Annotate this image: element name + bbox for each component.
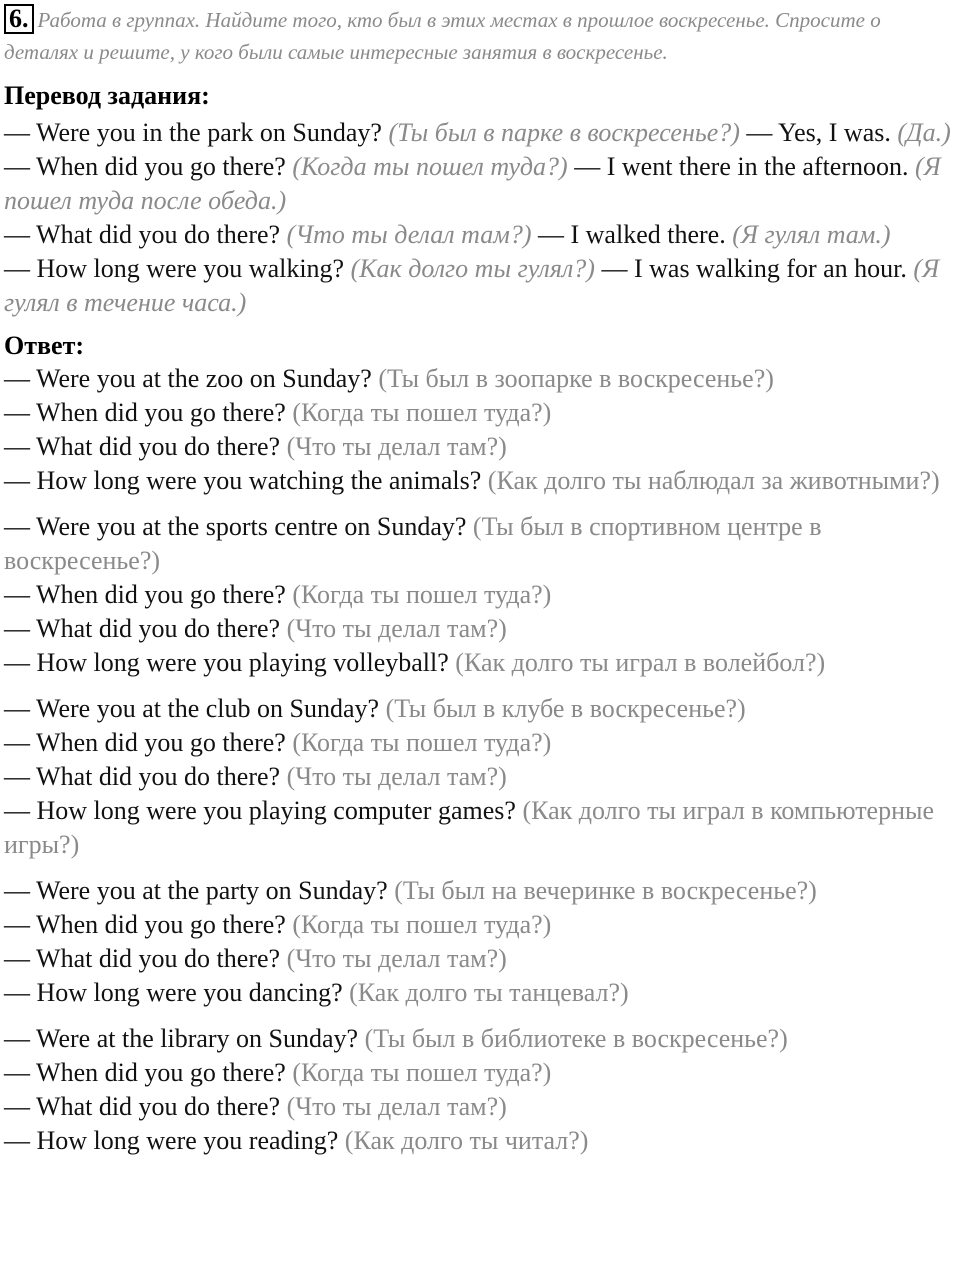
task-number: 6. [4, 4, 34, 34]
task-instruction [4, 4, 958, 68]
translation-dialogue [4, 116, 958, 320]
answer-heading: Ответ: [4, 331, 85, 360]
english-text: — How long were you watching the animals? [4, 466, 488, 495]
dialogue-line [4, 976, 958, 1010]
russian-text: (Как долго ты гулял?) [350, 254, 595, 283]
russian-text: (Когда ты пошел туда?) [292, 580, 552, 609]
english-text: — When did you go there? [4, 580, 293, 609]
russian-text: (Ты был на вечеринке в воскресенье?) [394, 876, 817, 905]
russian-text: (Когда ты пошел туда?) [292, 152, 568, 181]
english-text: — Were you in the park on Sunday? [4, 118, 389, 147]
dialogue-group [4, 362, 958, 498]
russian-text: (Ты был в библиотеке в воскресенье?) [364, 1024, 788, 1053]
dialogue-line [4, 612, 958, 646]
english-text: — When did you go there? [4, 728, 293, 757]
dialogue-line [4, 578, 958, 612]
russian-text: (Что ты делал там?) [286, 432, 507, 461]
dialogue-line [4, 430, 958, 464]
english-text: — Were you at the zoo on Sunday? [4, 364, 379, 393]
translation-line [4, 116, 958, 150]
russian-text: (Ты был в спортивном центре в воскресенье?) [4, 512, 822, 575]
dialogue-line [4, 794, 958, 862]
task-text: Работа в группах. Найдите того, кто был в этих местах в прошлое воскресенье. Спросите о деталях и решите, у кого были самые интересные занятия в воскресенье. [4, 8, 881, 64]
english-text: — When did you go there? [4, 152, 293, 181]
dialogue-line [4, 760, 958, 794]
english-text: — I went there in the afternoon. [567, 152, 915, 181]
translation-line [4, 150, 958, 218]
dialogue-line [4, 362, 958, 396]
dialogue-line [4, 692, 958, 726]
dialogue-line [4, 464, 958, 498]
dialogue-line [4, 1090, 958, 1124]
translation-heading: Перевод задания: [4, 81, 210, 110]
english-text: — What did you do there? [4, 944, 287, 973]
english-text: — When did you go there? [4, 1058, 293, 1087]
russian-text: (Когда ты пошел туда?) [292, 910, 552, 939]
dialogue-group [4, 692, 958, 862]
russian-text: (Я гулял там.) [732, 220, 891, 249]
english-text: — Were at the library on Sunday? [4, 1024, 365, 1053]
english-text: — I was walking for an hour. [594, 254, 914, 283]
russian-text: (Как долго ты играл в компьютерные игры?) [4, 796, 935, 859]
dialogue-line [4, 510, 958, 578]
english-text: — What did you do there? [4, 1092, 287, 1121]
english-text: — How long were you walking? [4, 254, 351, 283]
russian-text: (Как долго ты играл в волейбол?) [455, 648, 826, 677]
answer-groups [4, 362, 958, 1158]
russian-text: (Что ты делал там?) [286, 614, 507, 643]
english-text: — When did you go there? [4, 910, 293, 939]
russian-text: (Когда ты пошел туда?) [292, 1058, 552, 1087]
russian-text: (Как долго ты читал?) [344, 1126, 589, 1155]
russian-text: (Ты был в парке в воскресенье?) [388, 118, 740, 147]
russian-text: (Как долго ты наблюдал за животными?) [487, 466, 940, 495]
russian-text: (Что ты делал там?) [286, 944, 507, 973]
russian-text: (Что ты делал там?) [286, 220, 532, 249]
english-text: — Were you at the sports centre on Sunday? [4, 512, 473, 541]
translation-line [4, 252, 958, 320]
english-text: — What did you do there? [4, 762, 287, 791]
russian-text: (Да.) [897, 118, 951, 147]
dialogue-line [4, 1124, 958, 1158]
english-text: — When did you go there? [4, 398, 293, 427]
russian-text: (Ты был в клубе в воскресенье?) [385, 694, 746, 723]
dialogue-line [4, 874, 958, 908]
english-text: — How long were you playing volleyball? [4, 648, 456, 677]
russian-text: (Что ты делал там?) [286, 1092, 507, 1121]
russian-text: (Когда ты пошел туда?) [292, 398, 552, 427]
english-text: — Yes, I was. [739, 118, 898, 147]
dialogue-line [4, 646, 958, 680]
english-text: — Were you at the party on Sunday? [4, 876, 395, 905]
dialogue-line [4, 908, 958, 942]
russian-text: (Ты был в зоопарке в воскресенье?) [378, 364, 774, 393]
page [4, 4, 958, 1158]
english-text: — What did you do there? [4, 614, 287, 643]
dialogue-line [4, 942, 958, 976]
russian-text: (Что ты делал там?) [286, 762, 507, 791]
english-text: — What did you do there? [4, 432, 287, 461]
dialogue-group [4, 874, 958, 1010]
dialogue-line [4, 726, 958, 760]
english-text: — How long were you playing computer games? [4, 796, 523, 825]
dialogue-group [4, 1022, 958, 1158]
english-text: — I walked there. [531, 220, 733, 249]
russian-text: (Как долго ты танцевал?) [349, 978, 629, 1007]
russian-text: (Я гулял в течение часа.) [4, 254, 940, 317]
dialogue-line [4, 1022, 958, 1056]
russian-text: (Когда ты пошел туда?) [292, 728, 552, 757]
english-text: — How long were you dancing? [4, 978, 350, 1007]
russian-text: (Я пошел туда после обеда.) [4, 152, 941, 215]
translation-line [4, 218, 958, 252]
dialogue-line [4, 1056, 958, 1090]
english-text: — Were you at the club on Sunday? [4, 694, 386, 723]
dialogue-group [4, 510, 958, 680]
english-text: — How long were you reading? [4, 1126, 345, 1155]
dialogue-line [4, 396, 958, 430]
english-text: — What did you do there? [4, 220, 287, 249]
